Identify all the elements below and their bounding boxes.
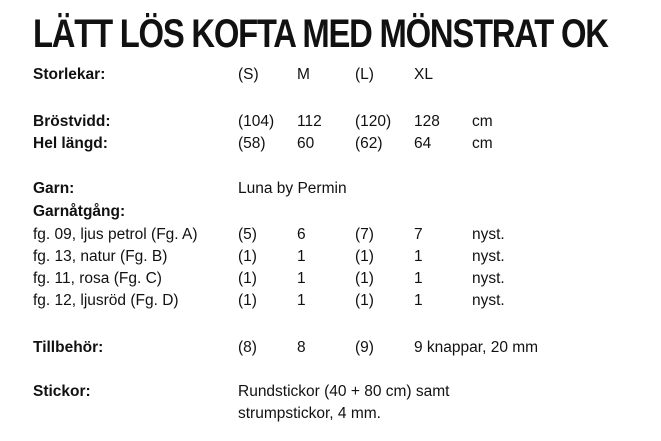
accessories-l: (9)	[355, 339, 374, 356]
sizes-row	[0, 64, 661, 86]
length-m: 60	[297, 135, 315, 152]
bust-label: Bröstvidd:	[33, 113, 111, 130]
yarn-amount-l: (1)	[355, 248, 374, 265]
bust-l: (120)	[355, 113, 392, 130]
needles-row	[0, 381, 661, 403]
yarn-amount-s: (1)	[238, 292, 257, 309]
yarn-amount-l: (7)	[355, 226, 374, 243]
size-m: M	[297, 66, 310, 83]
needles-row-2	[0, 403, 661, 425]
accessories-s: (8)	[238, 339, 257, 356]
size-l: (L)	[355, 66, 374, 83]
yarn-amount-m: 1	[297, 270, 306, 287]
yarn-color-label: fg. 12, ljusröd (Fg. D)	[33, 292, 179, 309]
bust-unit: cm	[472, 113, 493, 130]
length-l: (62)	[355, 135, 383, 152]
length-row	[0, 133, 661, 155]
yarn-row	[0, 178, 661, 200]
length-label: Hel längd:	[33, 135, 108, 152]
size-s: (S)	[238, 66, 259, 83]
length-s: (58)	[238, 135, 266, 152]
yarn-amount-xl: 1	[414, 248, 423, 265]
yarn-amount-heading-row	[0, 201, 661, 223]
yarn-amount-xl: 1	[414, 292, 423, 309]
needles-label: Stickor:	[33, 383, 91, 400]
yarn-color-label: fg. 09, ljus petrol (Fg. A)	[33, 226, 198, 243]
accessories-xl: 9 knappar, 20 mm	[414, 339, 539, 356]
yarn-amount-s: (5)	[238, 226, 257, 243]
length-xl: 64	[414, 135, 432, 152]
yarn-amount-unit: nyst.	[472, 226, 505, 243]
needles-line2: strumpstickor, 4 mm.	[238, 405, 381, 422]
size-xl: XL	[414, 66, 433, 83]
yarn-value: Luna by Permin	[238, 180, 347, 197]
bust-s: (104)	[238, 113, 275, 130]
yarn-amount-xl: 1	[414, 270, 423, 287]
yarn-amount-m: 1	[297, 248, 306, 265]
bust-m: 112	[297, 113, 322, 130]
yarn-amount-l: (1)	[355, 270, 374, 287]
yarn-amount-unit: nyst.	[472, 270, 505, 287]
yarn-amount-m: 1	[297, 292, 306, 309]
accessories-label: Tillbehör:	[33, 339, 104, 356]
length-unit: cm	[472, 135, 493, 152]
yarn-color-label: fg. 13, natur (Fg. B)	[33, 248, 168, 265]
sizes-label: Storlekar:	[33, 66, 106, 83]
yarn-label: Garn:	[33, 180, 75, 197]
bust-row	[0, 111, 661, 133]
yarn-amount-unit: nyst.	[472, 292, 505, 309]
page-title: LÄTT LÖS KOFTA MED MÖNSTRAT OK	[33, 12, 608, 56]
yarn-amount-s: (1)	[238, 248, 257, 265]
accessories-m: 8	[297, 339, 306, 356]
accessories-row	[0, 337, 661, 359]
yarn-amount-label: Garnåtgång:	[33, 203, 126, 220]
yarn-amount-xl: 7	[414, 226, 423, 243]
yarn-amount-row	[0, 224, 661, 246]
yarn-amount-row	[0, 268, 661, 290]
yarn-amount-l: (1)	[355, 292, 374, 309]
yarn-amount-row	[0, 290, 661, 312]
needles-line1: Rundstickor (40 + 80 cm) samt	[238, 383, 450, 400]
yarn-amount-unit: nyst.	[472, 248, 505, 265]
yarn-color-label: fg. 11, rosa (Fg. C)	[33, 270, 162, 287]
bust-xl: 128	[414, 113, 440, 130]
yarn-amount-s: (1)	[238, 270, 257, 287]
yarn-amount-m: 6	[297, 226, 306, 243]
yarn-amount-row	[0, 246, 661, 268]
